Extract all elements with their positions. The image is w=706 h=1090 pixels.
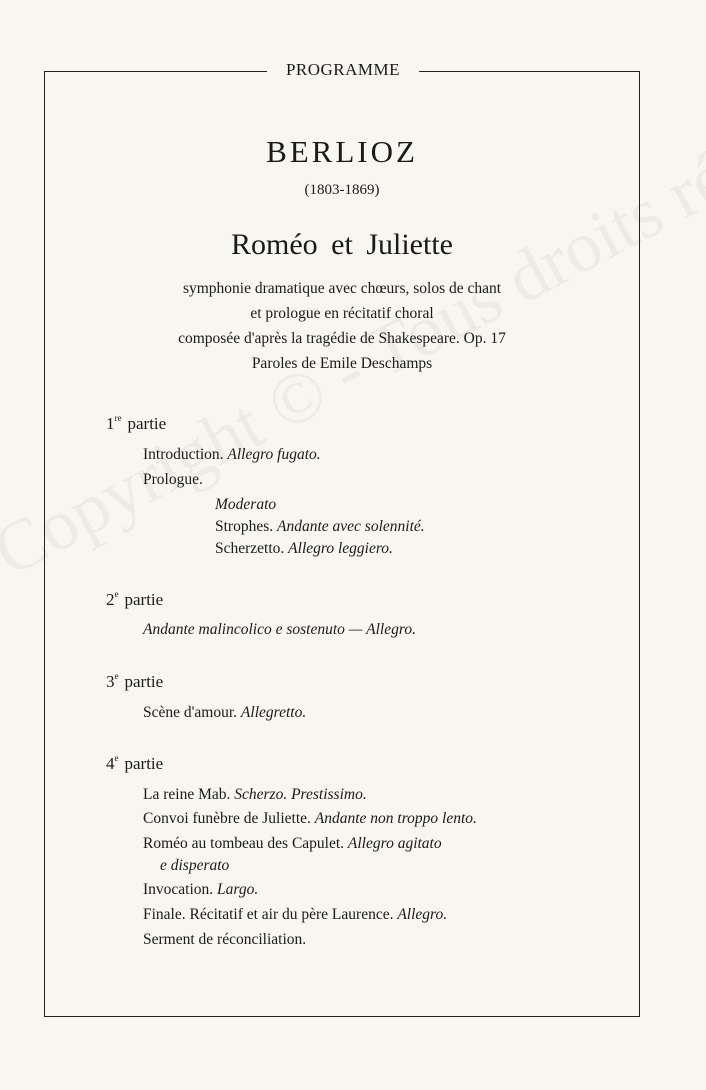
subtitle-line: et prologue en récitatif choral [250,305,434,322]
subtitle-line: Paroles de Emile Deschamps [251,355,433,372]
movement-romeo-tombeau-cont: e disperato [160,857,230,874]
composer-name: BERLIOZ [266,134,418,169]
movement-convoi-funebre: Convoi funèbre de Juliette. Andante non troppo lento. [143,810,477,827]
part-4-heading: 4e partie [106,753,164,773]
work-title: Roméo et Juliette [231,228,453,261]
part-2-heading: 2e partie [106,589,164,609]
movement-invocation: Invocation. Largo. [143,881,259,898]
movement-moderato: Moderato [215,496,277,513]
movement-scherzetto: Scherzetto. Allegro leggiero. [215,540,393,557]
movement-prologue: Prologue. [143,471,203,488]
part-1-heading: 1re partie [106,413,167,433]
work-subtitle [44,276,640,376]
composer-dates: (1803-1869) [304,182,380,198]
part-3-heading: 3e partie [106,671,164,691]
programme-header: PROGRAMME [267,58,419,82]
movement-romeo-tombeau: Roméo au tombeau des Capulet. Allegro agitato [143,835,442,852]
movement-serment: Serment de réconciliation. [143,931,307,948]
movement-andante-malincolico: Andante malincolico e sostenuto — Allegro. [143,621,416,638]
subtitle-line: composée d'après la tragédie de Shakespeare. Op. 17 [178,330,506,347]
movement-scene-damour: Scène d'amour. Allegretto. [143,704,307,721]
movement-finale: Finale. Récitatif et air du père Laurence. Allegro. [143,906,448,923]
movement-introduction: Introduction. Allegro fugato. [143,446,321,463]
subtitle-line: symphonie dramatique avec chœurs, solos de chant [182,280,502,297]
movement-strophes: Strophes. Andante avec solennité. [215,518,425,535]
movement-reine-mab: La reine Mab. Scherzo. Prestissimo. [143,786,367,803]
